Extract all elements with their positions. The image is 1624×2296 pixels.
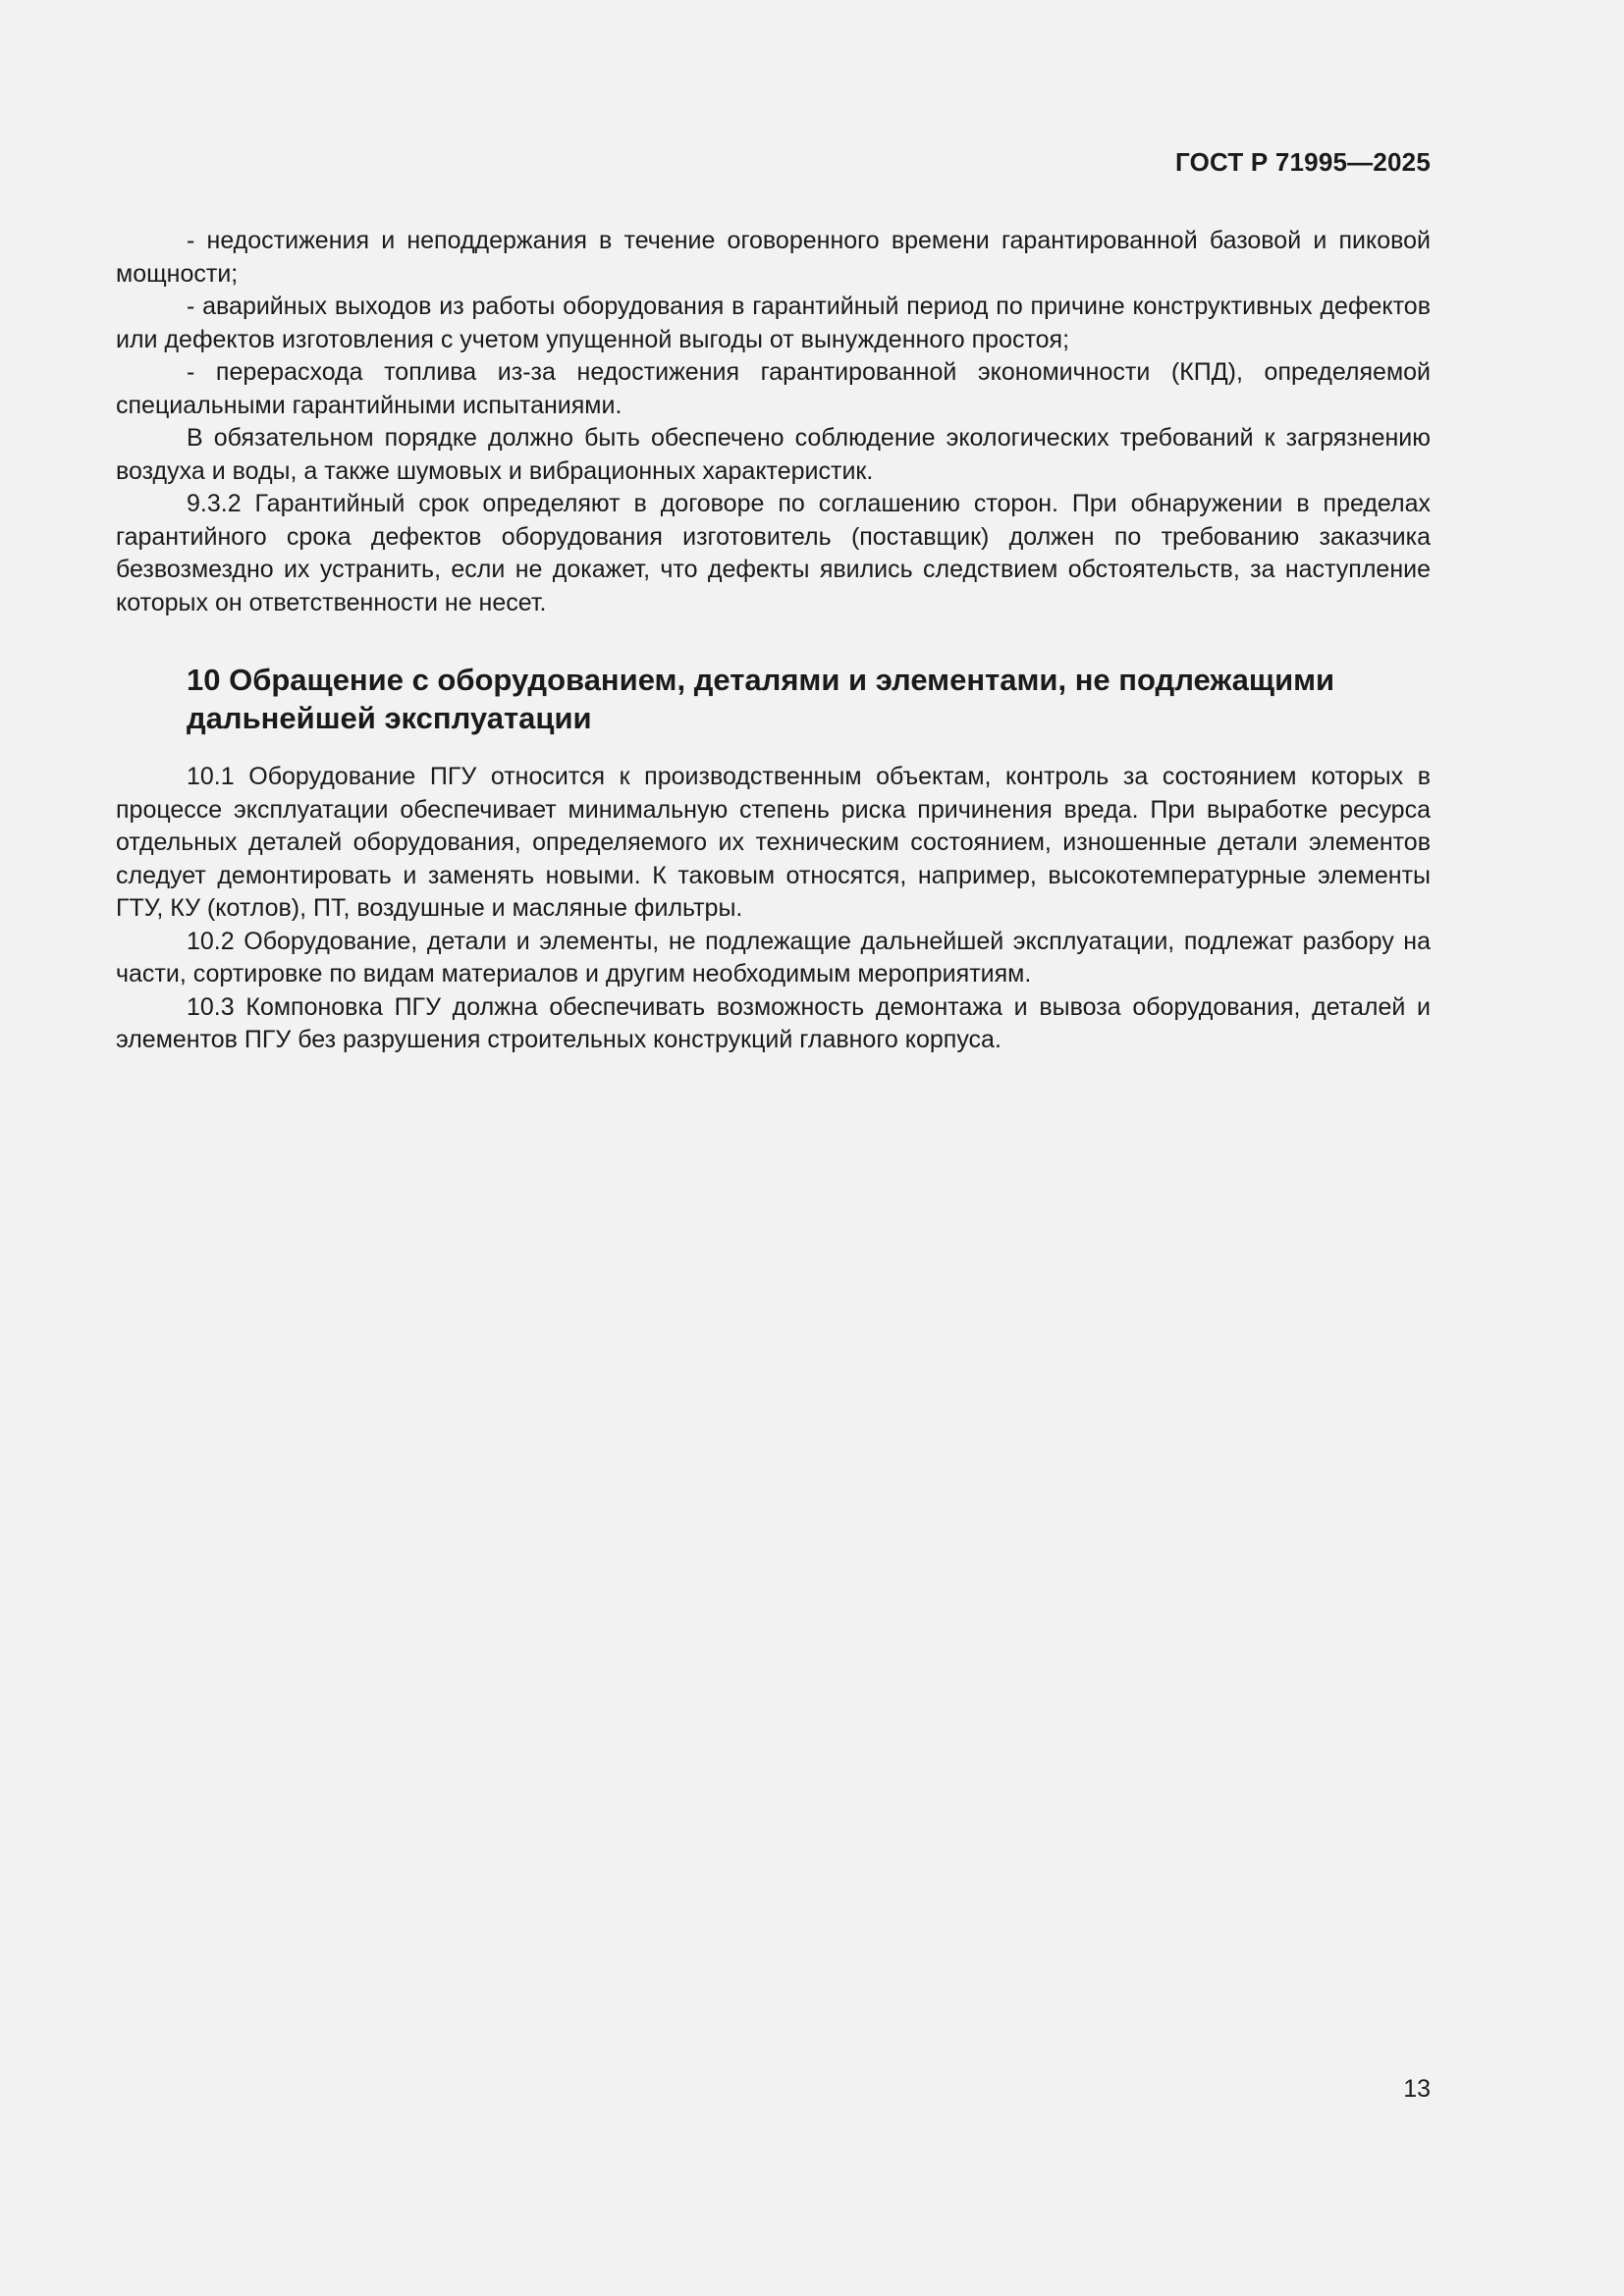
paragraph-environmental-requirements: В обязательном порядке должно быть обеспечено соблюдение экологических требований к загрязнению воздуха и воды, а также шумовых и вибрационных характеристик.: [116, 424, 1431, 485]
page-number: 13: [1403, 2075, 1431, 2103]
standard-code-header: ГОСТ Р 71995—2025: [1175, 147, 1431, 177]
document-body: [116, 225, 1431, 1057]
paragraph-10-1: 10.1 Оборудование ПГУ относится к производственным объектам, контроль за состоянием которых в процессе эксплуатации обеспечивает минимальную степень риска причинения вреда. При выработке ресурса отдельных деталей оборудования, определяемого их техническим состоянием, изношенные детали элементов следует демонтировать и заменять новыми. К таковым относятся, например, высокотемпературные элементы ГТУ, КУ (котлов), ПТ, воздушные и масляные фильтры.: [116, 763, 1431, 922]
paragraph-10-3: 10.3 Компоновка ПГУ должна обеспечивать возможность демонтажа и вывоза оборудования, деталей и элементов ПГУ без разрушения строительных конструкций главного корпуса.: [116, 992, 1431, 1053]
list-item-base-power: - недостижения и неподдержания в течение оговоренного времени гарантированной базовой и пиковой мощности;: [116, 227, 1431, 288]
list-item-emergency-outages: - аварийных выходов из работы оборудования в гарантийный период по причине конструктивных дефектов или дефектов изготовления с учетом упущенной выгоды от вынужденного простоя;: [116, 293, 1431, 353]
section-10-heading: 10 Обращение с оборудованием, деталями и элементами, не подлежащими дальнейшей эксплуатации: [187, 663, 1335, 735]
paragraph-9-3-2: 9.3.2 Гарантийный срок определяют в договоре по соглашению сторон. При обнаружении в пределах гарантийного срока дефектов оборудования изготовитель (поставщик) должен по требованию заказчика безвозмездно их устранить, если не докажет, что дефекты явились следствием обстоятельств, за наступление которых он ответственности не несет.: [116, 490, 1431, 616]
paragraph-10-2: 10.2 Оборудование, детали и элементы, не подлежащие дальнейшей эксплуатации, подлежат разбору на части, сортировке по видам материалов и другим необходимым мероприятиям.: [116, 927, 1431, 988]
list-item-fuel-overconsumption: - перерасхода топлива из-за недостижения гарантированной экономичности (КПД), определяемой специальными гарантийными испытаниями.: [116, 358, 1431, 419]
